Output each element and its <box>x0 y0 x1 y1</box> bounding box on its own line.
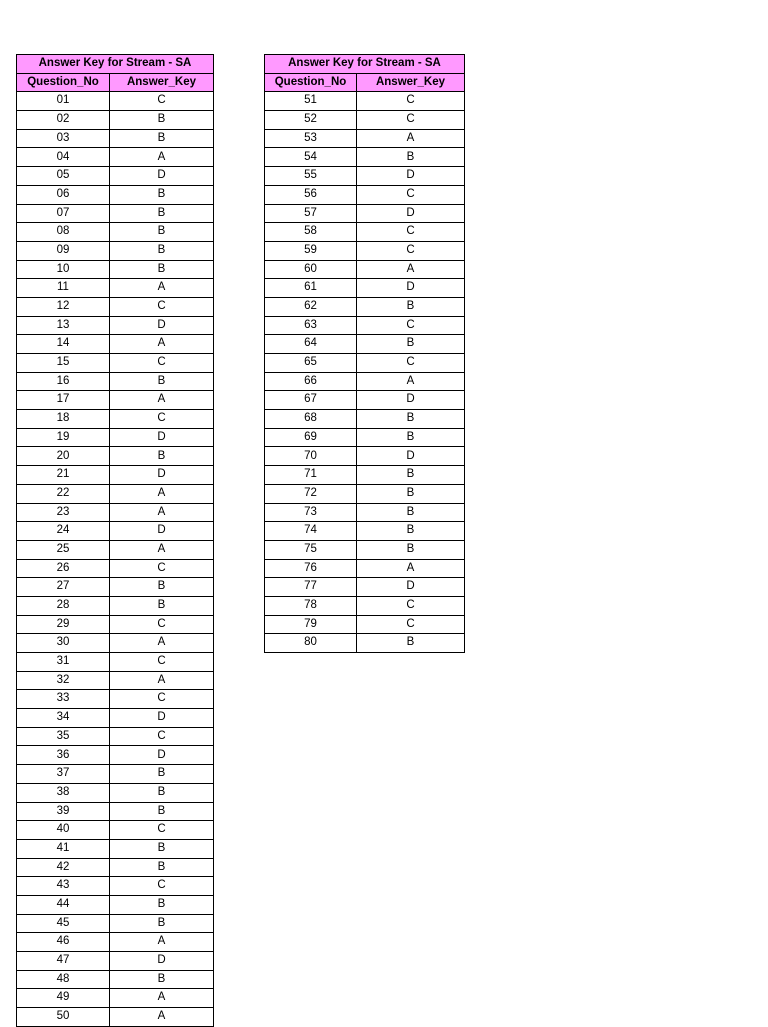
answer-key-cell: A <box>357 559 465 578</box>
answer-key-cell: C <box>110 297 214 316</box>
question-number-cell: 25 <box>17 540 110 559</box>
answer-key-cell: B <box>357 410 465 429</box>
question-number-cell: 18 <box>17 410 110 429</box>
question-number-cell: 61 <box>265 279 357 298</box>
table-row <box>17 895 214 914</box>
answer-key-cell: C <box>110 821 214 840</box>
question-number-cell: 66 <box>265 372 357 391</box>
answer-key-cell: C <box>110 653 214 672</box>
answer-key-cell: B <box>110 241 214 260</box>
table-row <box>17 709 214 728</box>
column-header-question-no: Question_No <box>265 73 357 92</box>
table-row <box>17 503 214 522</box>
answer-key-cell: B <box>110 802 214 821</box>
answer-key-cell: B <box>110 111 214 130</box>
table-title: Answer Key for Stream - SA <box>265 55 465 74</box>
table-row <box>17 596 214 615</box>
table-row <box>265 354 465 373</box>
answer-key-cell: D <box>110 522 214 541</box>
table-row <box>17 877 214 896</box>
answer-key-cell: A <box>357 372 465 391</box>
answer-key-cell: B <box>110 895 214 914</box>
question-number-cell: 38 <box>17 783 110 802</box>
table-row <box>265 148 465 167</box>
table-row <box>17 989 214 1008</box>
question-number-cell: 27 <box>17 578 110 597</box>
question-number-cell: 09 <box>17 241 110 260</box>
question-number-cell: 44 <box>17 895 110 914</box>
table-row <box>17 634 214 653</box>
answer-key-cell: D <box>110 709 214 728</box>
question-number-cell: 41 <box>17 839 110 858</box>
table-row <box>265 615 465 634</box>
question-number-cell: 11 <box>17 279 110 298</box>
question-number-cell: 67 <box>265 391 357 410</box>
answer-key-cell: A <box>110 933 214 952</box>
table-row <box>265 185 465 204</box>
question-number-cell: 60 <box>265 260 357 279</box>
table-row <box>17 615 214 634</box>
question-number-cell: 77 <box>265 578 357 597</box>
answer-key-table-right <box>264 54 465 653</box>
question-number-cell: 16 <box>17 372 110 391</box>
table-row <box>265 316 465 335</box>
question-number-cell: 01 <box>17 92 110 111</box>
question-number-cell: 23 <box>17 503 110 522</box>
question-number-cell: 34 <box>17 709 110 728</box>
answer-key-cell: C <box>110 410 214 429</box>
table-row <box>17 223 214 242</box>
table-row <box>17 1008 214 1027</box>
answer-key-cell: A <box>110 989 214 1008</box>
question-number-cell: 76 <box>265 559 357 578</box>
question-number-cell: 17 <box>17 391 110 410</box>
question-number-cell: 13 <box>17 316 110 335</box>
question-number-cell: 03 <box>17 129 110 148</box>
table-row <box>265 111 465 130</box>
question-number-cell: 36 <box>17 746 110 765</box>
answer-key-cell: D <box>110 167 214 186</box>
question-number-cell: 75 <box>265 540 357 559</box>
table-row <box>265 204 465 223</box>
answer-key-cell: A <box>110 634 214 653</box>
table-row <box>17 316 214 335</box>
answer-key-cell: C <box>110 354 214 373</box>
answer-key-cell: A <box>110 335 214 354</box>
table-row <box>265 391 465 410</box>
table-row <box>17 690 214 709</box>
question-number-cell: 50 <box>17 1008 110 1027</box>
answer-key-cell: C <box>110 559 214 578</box>
table-row <box>17 727 214 746</box>
question-number-cell: 47 <box>17 952 110 971</box>
question-number-cell: 51 <box>265 92 357 111</box>
table-row <box>17 578 214 597</box>
table-row <box>17 952 214 971</box>
answer-key-cell: B <box>357 428 465 447</box>
answer-key-cell: B <box>357 540 465 559</box>
table-row <box>17 522 214 541</box>
table-row <box>265 559 465 578</box>
question-number-cell: 05 <box>17 167 110 186</box>
answer-key-cell: B <box>357 503 465 522</box>
question-number-cell: 35 <box>17 727 110 746</box>
question-number-cell: 10 <box>17 260 110 279</box>
table-row <box>265 522 465 541</box>
question-number-cell: 69 <box>265 428 357 447</box>
table-row <box>17 802 214 821</box>
answer-key-cell: B <box>110 970 214 989</box>
question-number-cell: 65 <box>265 354 357 373</box>
column-header-question-no: Question_No <box>17 73 110 92</box>
table-row <box>17 335 214 354</box>
question-number-cell: 12 <box>17 297 110 316</box>
answer-key-cell: B <box>110 596 214 615</box>
question-number-cell: 48 <box>17 970 110 989</box>
answer-key-cell: C <box>110 615 214 634</box>
answer-key-cell: B <box>110 578 214 597</box>
question-number-cell: 58 <box>265 223 357 242</box>
answer-key-cell: C <box>110 727 214 746</box>
table-row <box>17 428 214 447</box>
table-row <box>265 634 465 653</box>
table-row <box>265 223 465 242</box>
question-number-cell: 39 <box>17 802 110 821</box>
answer-key-table-left <box>16 54 214 1027</box>
table-row <box>265 335 465 354</box>
column-header-answer-key: Answer_Key <box>357 73 465 92</box>
answer-key-cell: A <box>110 391 214 410</box>
table-row <box>265 428 465 447</box>
question-number-cell: 78 <box>265 596 357 615</box>
answer-key-cell: C <box>110 690 214 709</box>
answer-key-cell: C <box>357 354 465 373</box>
answer-key-cell: C <box>357 111 465 130</box>
table-row <box>17 858 214 877</box>
table-row <box>17 354 214 373</box>
answer-key-cell: A <box>110 148 214 167</box>
answer-key-cell: D <box>357 391 465 410</box>
answer-key-cell: B <box>110 839 214 858</box>
answer-key-cell: C <box>357 241 465 260</box>
table-row <box>265 466 465 485</box>
table-row <box>17 129 214 148</box>
table-row <box>17 559 214 578</box>
table-row <box>17 466 214 485</box>
answer-key-cell: C <box>357 185 465 204</box>
table-row <box>17 540 214 559</box>
answer-key-cell: B <box>357 484 465 503</box>
table-title: Answer Key for Stream - SA <box>17 55 214 74</box>
answer-key-cell: B <box>357 297 465 316</box>
question-number-cell: 14 <box>17 335 110 354</box>
answer-key-cell: D <box>357 447 465 466</box>
table-row <box>265 260 465 279</box>
question-number-cell: 53 <box>265 129 357 148</box>
table-row <box>17 933 214 952</box>
table-row <box>265 503 465 522</box>
question-number-cell: 06 <box>17 185 110 204</box>
question-number-cell: 74 <box>265 522 357 541</box>
table-row <box>17 111 214 130</box>
table-row <box>17 92 214 111</box>
question-number-cell: 02 <box>17 111 110 130</box>
question-number-cell: 04 <box>17 148 110 167</box>
answer-key-cell: A <box>357 260 465 279</box>
table-row <box>17 148 214 167</box>
answer-key-cell: C <box>357 615 465 634</box>
question-number-cell: 15 <box>17 354 110 373</box>
table-row <box>265 578 465 597</box>
question-number-cell: 59 <box>265 241 357 260</box>
answer-key-cell: B <box>110 914 214 933</box>
question-number-cell: 31 <box>17 653 110 672</box>
answer-key-cell: A <box>110 671 214 690</box>
table-row <box>17 204 214 223</box>
question-number-cell: 79 <box>265 615 357 634</box>
answer-key-cell: B <box>110 185 214 204</box>
answer-key-cell: A <box>110 1008 214 1027</box>
table-row <box>17 839 214 858</box>
question-number-cell: 22 <box>17 484 110 503</box>
table-row <box>265 484 465 503</box>
answer-key-cell: B <box>357 522 465 541</box>
answer-key-cell: B <box>357 335 465 354</box>
question-number-cell: 28 <box>17 596 110 615</box>
table-row <box>17 391 214 410</box>
table-row <box>265 297 465 316</box>
question-number-cell: 19 <box>17 428 110 447</box>
answer-key-cell: B <box>110 204 214 223</box>
answer-key-cell: D <box>110 952 214 971</box>
question-number-cell: 29 <box>17 615 110 634</box>
table-row <box>17 783 214 802</box>
answer-key-cell: A <box>110 484 214 503</box>
answer-key-cell: A <box>110 503 214 522</box>
question-number-cell: 54 <box>265 148 357 167</box>
answer-key-cell: B <box>110 447 214 466</box>
table-row <box>17 484 214 503</box>
answer-key-cell: B <box>357 466 465 485</box>
table-row <box>17 653 214 672</box>
table-row <box>265 447 465 466</box>
question-number-cell: 07 <box>17 204 110 223</box>
answer-key-cell: C <box>357 92 465 111</box>
answer-key-cell: A <box>110 279 214 298</box>
question-number-cell: 30 <box>17 634 110 653</box>
question-number-cell: 37 <box>17 765 110 784</box>
table-row <box>17 746 214 765</box>
answer-key-cell: D <box>357 578 465 597</box>
table-row <box>265 540 465 559</box>
answer-key-cell: C <box>357 596 465 615</box>
answer-key-cell: A <box>357 129 465 148</box>
table-row <box>17 410 214 429</box>
table-row <box>265 92 465 111</box>
answer-key-cell: D <box>357 279 465 298</box>
answer-key-cell: C <box>110 877 214 896</box>
answer-key-cell: B <box>110 372 214 391</box>
table-row <box>17 821 214 840</box>
table-row <box>17 914 214 933</box>
question-number-cell: 73 <box>265 503 357 522</box>
question-number-cell: 57 <box>265 204 357 223</box>
column-header-answer-key: Answer_Key <box>110 73 214 92</box>
question-number-cell: 55 <box>265 167 357 186</box>
table-row <box>265 279 465 298</box>
question-number-cell: 33 <box>17 690 110 709</box>
table-row <box>17 447 214 466</box>
table-row <box>17 671 214 690</box>
answer-key-cell: D <box>110 466 214 485</box>
question-number-cell: 70 <box>265 447 357 466</box>
table-row <box>265 241 465 260</box>
question-number-cell: 56 <box>265 185 357 204</box>
answer-key-cell: D <box>110 316 214 335</box>
question-number-cell: 20 <box>17 447 110 466</box>
answer-key-cell: D <box>110 428 214 447</box>
answer-key-cell: D <box>110 746 214 765</box>
table-row <box>17 372 214 391</box>
question-number-cell: 72 <box>265 484 357 503</box>
question-number-cell: 40 <box>17 821 110 840</box>
question-number-cell: 49 <box>17 989 110 1008</box>
answer-key-cell: B <box>357 634 465 653</box>
question-number-cell: 21 <box>17 466 110 485</box>
question-number-cell: 42 <box>17 858 110 877</box>
table-row <box>265 129 465 148</box>
table-row <box>265 372 465 391</box>
question-number-cell: 45 <box>17 914 110 933</box>
question-number-cell: 71 <box>265 466 357 485</box>
table-row <box>265 410 465 429</box>
answer-key-cell: C <box>110 92 214 111</box>
table-row <box>17 765 214 784</box>
question-number-cell: 64 <box>265 335 357 354</box>
question-number-cell: 08 <box>17 223 110 242</box>
question-number-cell: 43 <box>17 877 110 896</box>
table-row <box>17 260 214 279</box>
answer-key-cell: B <box>110 223 214 242</box>
question-number-cell: 32 <box>17 671 110 690</box>
table-row <box>17 297 214 316</box>
table-row <box>17 279 214 298</box>
answer-key-cell: B <box>110 260 214 279</box>
table-row <box>17 241 214 260</box>
answer-key-cell: B <box>110 765 214 784</box>
question-number-cell: 80 <box>265 634 357 653</box>
question-number-cell: 52 <box>265 111 357 130</box>
answer-key-cell: B <box>357 148 465 167</box>
question-number-cell: 24 <box>17 522 110 541</box>
table-row <box>17 167 214 186</box>
answer-key-cell: B <box>110 129 214 148</box>
answer-key-cell: D <box>357 167 465 186</box>
question-number-cell: 26 <box>17 559 110 578</box>
answer-key-cell: C <box>357 316 465 335</box>
answer-key-cell: B <box>110 858 214 877</box>
question-number-cell: 63 <box>265 316 357 335</box>
table-row <box>17 970 214 989</box>
table-row <box>265 596 465 615</box>
answer-key-cell: B <box>110 783 214 802</box>
question-number-cell: 46 <box>17 933 110 952</box>
answer-key-cell: D <box>357 204 465 223</box>
question-number-cell: 68 <box>265 410 357 429</box>
question-number-cell: 62 <box>265 297 357 316</box>
table-row <box>265 167 465 186</box>
table-row <box>17 185 214 204</box>
answer-key-cell: C <box>357 223 465 242</box>
answer-key-cell: A <box>110 540 214 559</box>
